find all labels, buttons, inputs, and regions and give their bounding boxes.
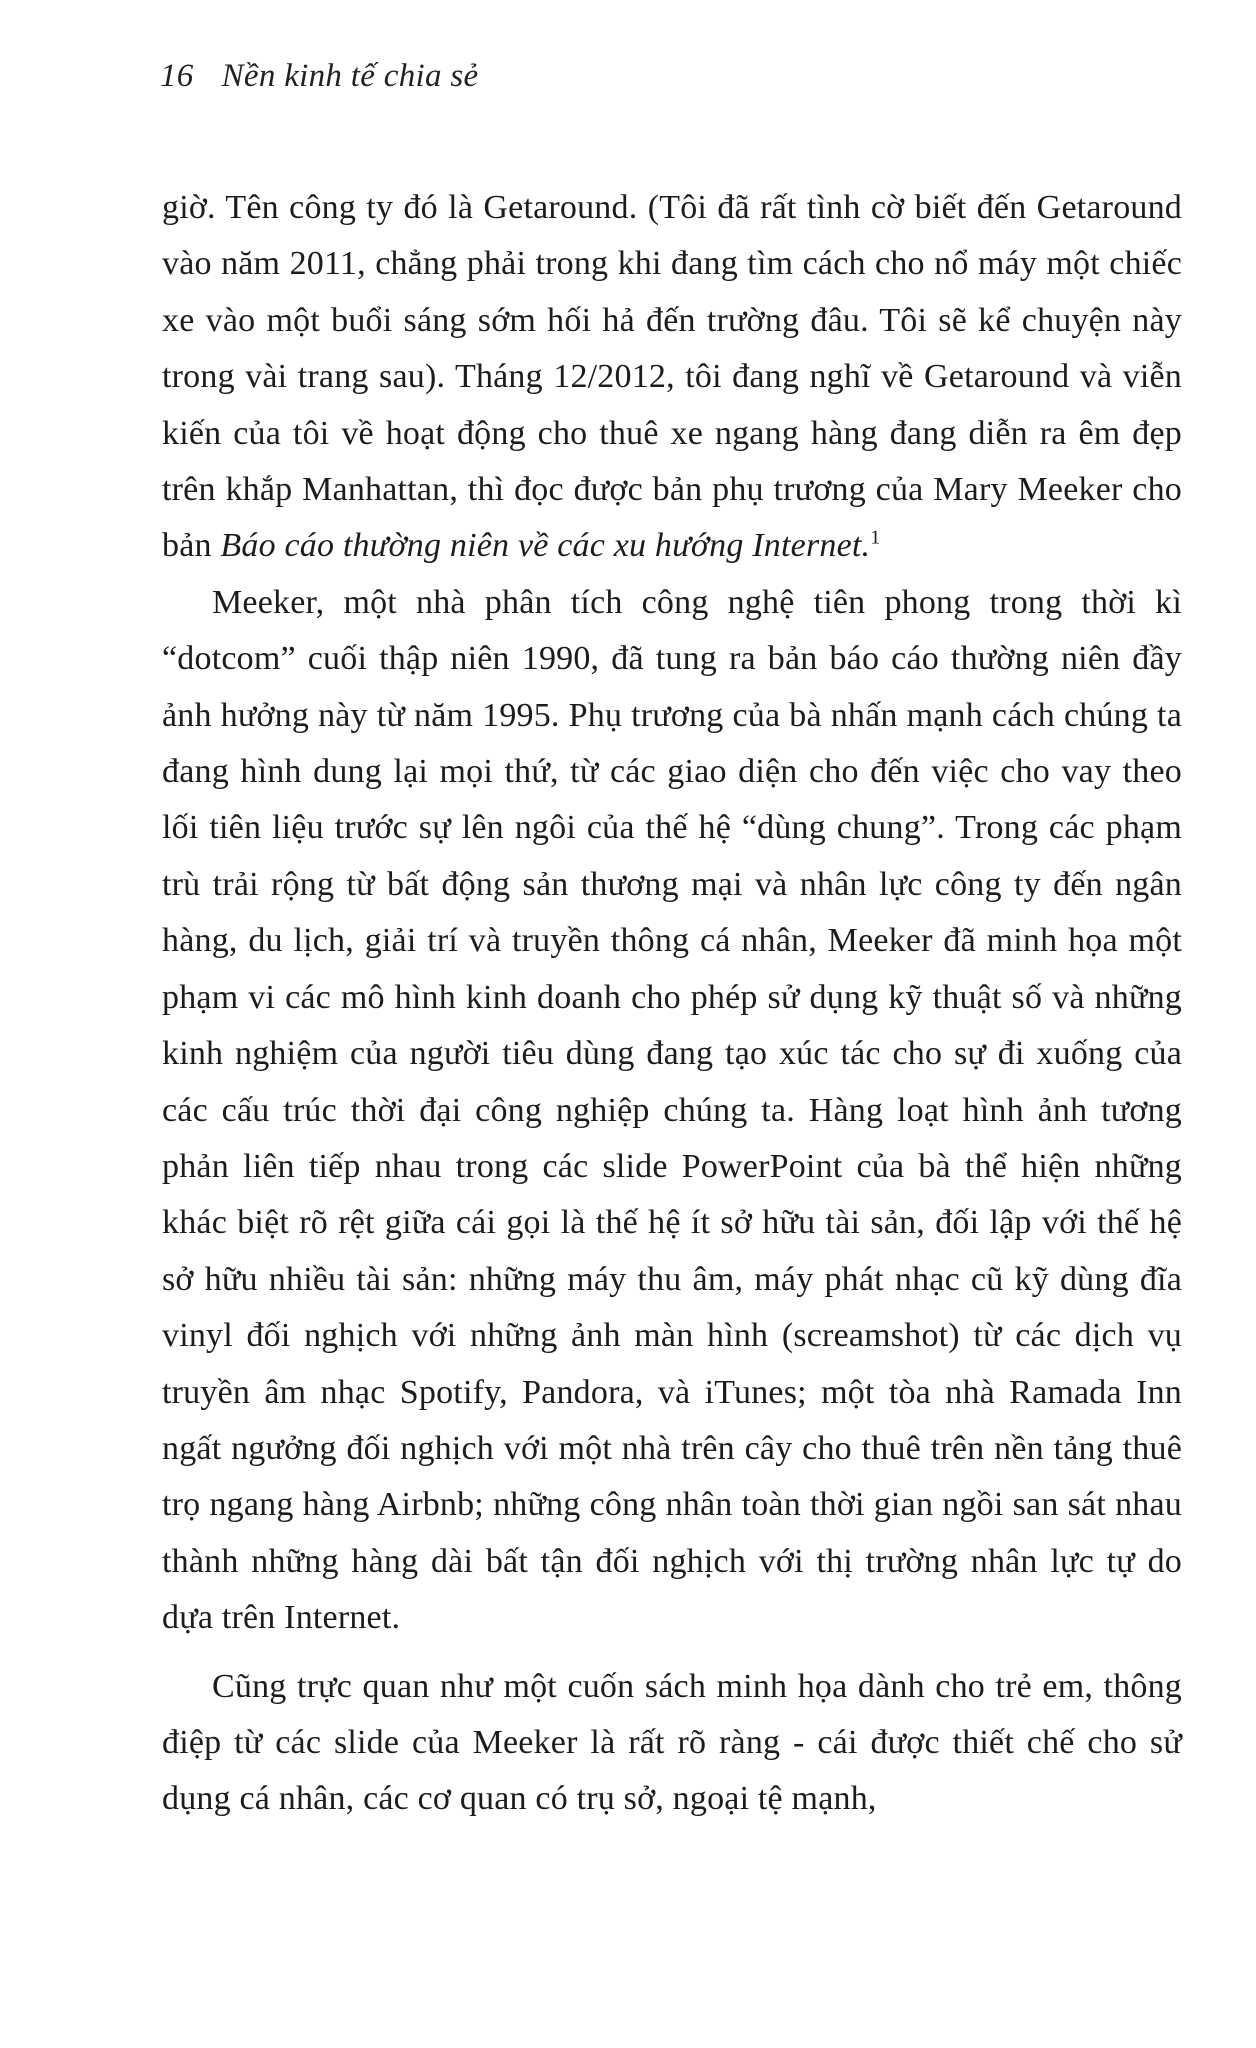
running-head — [160, 58, 478, 95]
paragraph-text: Meeker, một nhà phân tích công nghệ tiên phong trong thời kì “dotcom” cuối thập niên 1990, đã tung ra bản báo cáo thường niên đầy ảnh hưởng này từ năm 1995. Phụ trương của bà nhấn mạnh cách chúng ta đang hình dung lại mọi thứ, từ các giao diện cho đến việc cho vay theo lối tiên liệu trước sự lên ngôi của thế hệ “dùng chung”. Trong các phạm trù trải rộng từ bất động sản thương mại và nhân lực công ty đến ngân hàng, du lịch, giải trí và truyền thông cá nhân, Meeker đã minh họa một phạm vi các mô hình kinh doanh cho phép sử dụng kỹ thuật số và những kinh nghiệm của người tiêu dùng đang tạo xúc tác cho sự đi xuống của các cấu trúc thời đại công nghiệp chúng ta. Hàng loạt hình ảnh tương phản liên tiếp nhau trong các slide PowerPoint của bà thể hiện những khác biệt rõ rệt giữa cái gọi là thế hệ ít sở hữu tài sản, đối lập với thế hệ sở hữu nhiều tài sản: những máy thu âm, máy phát nhạc cũ kỹ dùng đĩa vinyl đối nghịch với những ảnh màn hình (screamshot) từ các dịch vụ truyền âm nhạc Spotify, Pandora, và iTunes; một tòa nhà Ramada Inn ngất ngưởng đối nghịch với một nhà trên cây cho thuê trên nền tảng thuê trọ ngang hàng Airbnb; những công nhân toàn thời gian ngồi san sát nhau thành những hàng dài bất tận đối nghịch với thị trường nhân lực tự do dựa trên Internet. — [162, 583, 1182, 1637]
body-text — [162, 180, 1182, 1828]
paragraph-continued — [162, 180, 1182, 575]
report-title-italic: Báo cáo thường niên về các xu hướng Internet. — [220, 527, 871, 565]
paragraph-meeker — [162, 575, 1182, 1647]
paragraph-text: giờ. Tên công ty đó là Getaround. (Tôi đã rất tình cờ biết đến Getaround vào năm 2011, chẳng phải trong khi đang tìm cách cho nổ máy một chiếc xe vào một buổi sáng sớm hối hả đến trường đâu. Tôi sẽ kể chuyện này trong vài trang sau). Tháng 12/2012, tôi đang nghĩ về Getaround và viễn kiến của tôi về hoạt động cho thuê xe ngang hàng đang diễn ra êm đẹp trên khắp Manhattan, thì đọc được bản phụ trương của Mary Meeker cho bản — [162, 189, 1182, 565]
paragraph-visual — [162, 1659, 1182, 1828]
book-title: Nền kinh tế chia sẻ — [221, 58, 479, 94]
footnote-marker: 1 — [870, 527, 881, 550]
paragraph-text: Cũng trực quan như một cuốn sách minh họa dành cho trẻ em, thông điệp từ các slide của Meeker là rất rõ ràng - cái được thiết chế cho sử dụng cá nhân, các cơ quan có trụ sở, ngoại tệ mạnh, — [162, 1667, 1182, 1818]
page-number: 16 — [160, 58, 194, 94]
